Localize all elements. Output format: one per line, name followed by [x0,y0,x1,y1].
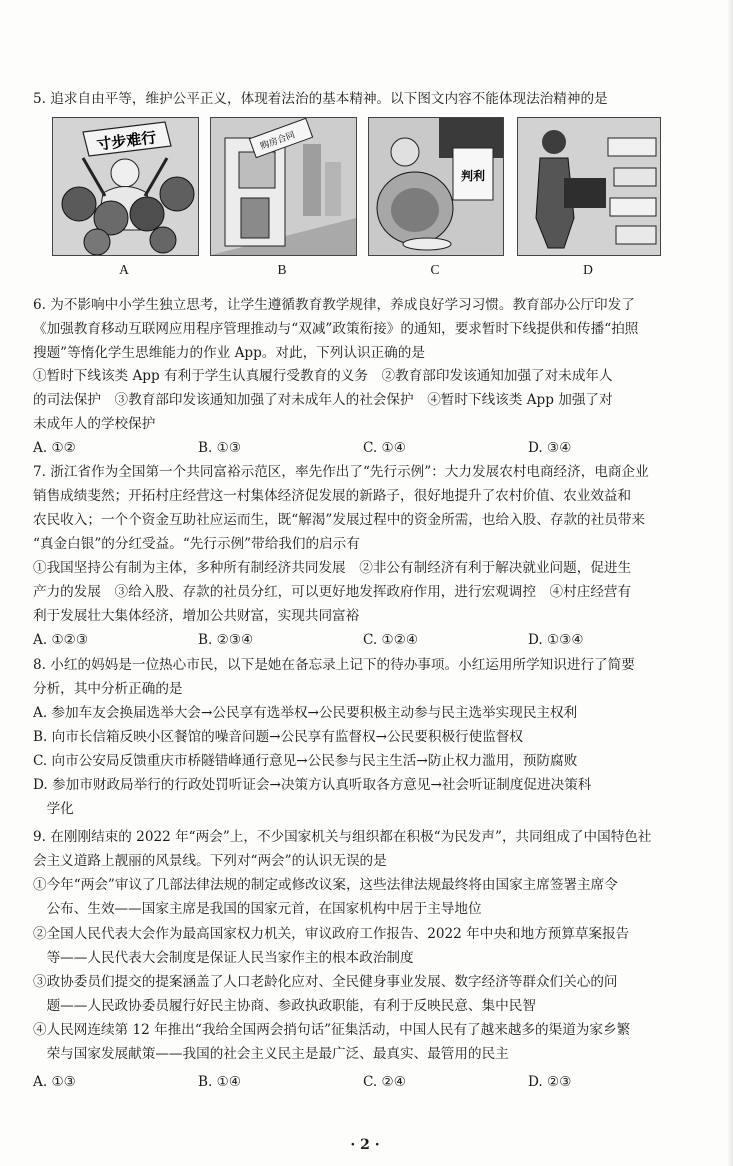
q7-line-1: 7. 浙江省作为全国第一个共同富裕示范区，率先作出了“先行示例”：大力发展农村电商经济，电商企业 [33,464,649,480]
q5-image-a-banner: 寸步难行 [95,128,158,154]
q9-item-4: ④人民网连续第 12 年推出“我给全国两会捎句话”征集活动，中国人民有了越来越多的渠道为家乡繁 [33,1022,631,1038]
q6-option-b: B. ①③ [198,440,242,456]
q6-line-3: 搜题”等惰化学生思维能力的作业 App。对此，下列认识正确的是 [33,345,425,361]
q5-image-c-paper: 判利 [460,169,486,183]
q7-line-6: 产力的发展 ③给入股、存款的社员分红，可以更好地发挥政府作用，进行宏观调控 ④村庄经营有 [33,584,632,600]
q7-option-b: B. ②③④ [198,632,254,648]
q9-line-2: 会主义道路上靓丽的风景线。下列对“两会”的认识无误的是 [33,853,387,869]
q6-line-4: ①暂时下线该类 App 有利于学生认真履行受教育的义务 ②教育部印发该通知加强了对未成年人 [33,368,613,384]
q8-line-1: 8. 小红的妈妈是一位热心市民，以下是她在备忘录上记下的待办事项。小红运用所学知识进行了简要 [33,657,635,673]
q9-item-3-cont: 题——人民政协委员履行好民主协商、参政执政职能，有利于反映民意、集中民智 [33,998,536,1014]
page-number: · 2 · [350,1137,380,1153]
q7-line-2: 销售成绩斐然；开拓村庄经营这一村集体经济促发展的新路子，很好地提升了农村价值、农业效益和 [33,488,632,504]
q9-options [33,1073,693,1091]
q9-item-1-cont: 公布、生效——国家主席是我国的国家元首，在国家机构中居于主导地位 [33,901,482,917]
q9-item-1: ①今年“两会”审议了几部法律法规的制定或修改议案，这些法律法规最终将由国家主席签署主席令 [33,877,618,893]
q6-line-2: 《加强教育移动互联网应用程序管理推动与“双减”政策衔接》的通知，要求暂时下线提供和传播“拍照 [33,321,639,337]
q5-label-d: D [583,262,593,277]
q9-item-2: ②全国人民代表大会作为最高国家权力机关，审议政府工作报告、2022 年中央和地方预算草案报告 [33,926,630,942]
q8-option-b: B. 向市长信箱反映小区餐馆的噪音问题→公民享有监督权→公民要积极行使监督权 [33,729,524,745]
q7-options [33,631,693,649]
q7-line-5: ①我国坚持公有制为主体，多种所有制经济共同发展 ②非公有制经济有利于解决就业问题，促进生 [33,560,632,576]
q6-option-c: C. ①④ [363,440,406,456]
q5-label-c: C [430,262,440,277]
q6-line-5: 的司法保护 ③教育部印发该通知加强了对未成年人的社会保护 ④暂时下线该类 App 加强了对 [33,392,613,408]
q9-item-2-cont: 等——人民代表大会制度是保证人民当家作主的根本政治制度 [33,950,414,966]
q9-option-d: D. ②③ [528,1074,572,1090]
q5-image-b [210,117,357,256]
q8-option-d: D. 参加市财政局举行的行政处罚听证会→决策方认真听取各方意见→社会听证制度促进决策科 [33,777,592,793]
q7-line-4: “真金白银”的分红受益。“先行示例”带给我们的启示有 [33,536,360,552]
q9-item-4-cont: 荣与国家发展献策——我国的社会主义民主是最广泛、最真实、最管用的民主 [33,1046,509,1062]
q7-option-d: D. ①③④ [528,632,584,648]
q8-option-a: A. 参加车友会换届选举大会→公民享有选举权→公民要积极主动参与民主选举实现民主权利 [33,705,578,721]
q5-image-a [52,117,199,256]
q8-option-c: C. 向市公安局反馈重庆市桥隧错峰通行意见→公民参与民主生活→防止权力滥用，预防腐败 [33,753,578,769]
q5-label-b: B [277,262,287,277]
q9-option-c: C. ②④ [363,1074,406,1090]
q5-label-a: A [119,262,129,277]
page-edge-shadow [727,0,733,1166]
q6-option-a: A. ①② [33,440,76,456]
q6-line-1: 6. 为不影响中小学生独立思考，让学生遵循教育教学规律，养成良好学习习惯。教育部办公厅印发了 [33,297,635,313]
q9-option-b: B. ①④ [198,1074,242,1090]
q7-option-c: C. ①②④ [363,632,419,648]
q7-line-7: 利于发展壮大集体经济，增加公共财富，实现共同富裕 [33,608,360,624]
q7-line-3: 农民收入；一个个资金互助社应运而生，既“解渴”发展过程中的资金所需，也给入股、存款的社员带来 [33,512,646,528]
q6-options [33,439,693,457]
q7-option-a: A. ①②③ [33,632,89,648]
q6-line-6: 未成年人的学校保护 [33,416,156,432]
q5-image-c [368,117,504,256]
q6-option-d: D. ③④ [528,440,572,456]
q5-image-d [517,117,661,256]
q9-line-1: 9. 在刚刚结束的 2022 年“两会”上，不少国家机关与组织都在积极“为民发声”，共同组成了中国特色社 [33,829,652,845]
q8-option-d-cont: 学化 [33,801,74,817]
q8-line-2: 分析，其中分析正确的是 [33,681,183,697]
q9-option-a: A. ①③ [33,1074,76,1090]
q9-item-3: ③政协委员们提交的提案涵盖了人口老龄化应对、全民健身事业发展、数字经济等群众们关心的问 [33,974,618,990]
q5-stem: 5. 追求自由平等，维护公平正义，体现着法治的基本精神。以下图文内容不能体现法治精神的是 [33,91,608,107]
q5-image-b-sign: 购房合同 [259,130,297,153]
